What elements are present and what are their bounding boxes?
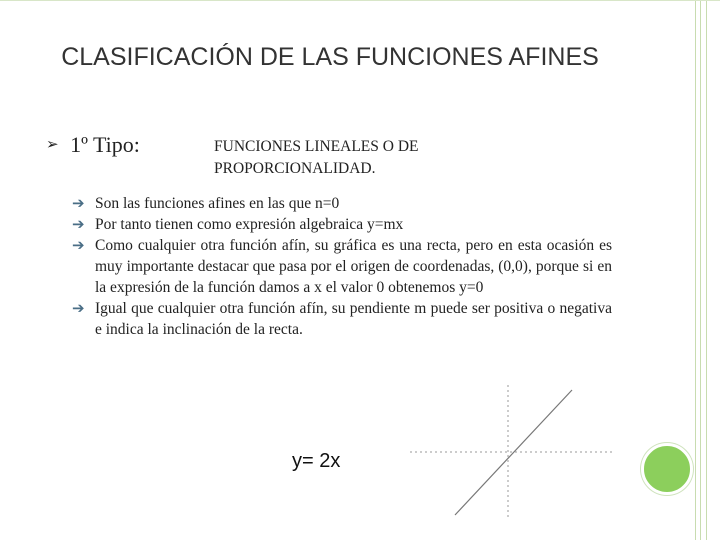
decorative-green-circle: [641, 443, 693, 495]
top-border-line: [0, 0, 720, 1]
arrow-right-icon: ➔: [72, 194, 85, 212]
bullet-text: Como cualquier otra función afín, su gráfica es una recta, pero en esta ocasión es muy importante destacar que pasa por el origen de coordenadas, (0,0), porque si en la expresión de la función damos a x el valor 0 obtenemos y=0: [95, 237, 612, 296]
function-line: [455, 390, 572, 515]
arrowhead-icon: ➢: [46, 137, 59, 153]
arrow-right-icon: ➔: [72, 236, 85, 254]
right-border-line-3: [706, 0, 707, 540]
right-border-line-2: [700, 0, 701, 540]
tipo-description: FUNCIONES LINEALES O DE PROPORCIONALIDAD.: [214, 138, 419, 177]
arrow-right-icon: ➔: [72, 299, 85, 317]
formula-label: y= 2x: [292, 450, 341, 472]
bullet-text: Igual que cualquier otra función afín, su pendiente m puede ser positiva o negativa e indica la inclinación de la recta.: [95, 300, 612, 338]
arrow-right-icon: ➔: [72, 215, 85, 233]
bullet-text: Por tanto tienen como expresión algebraica y=mx: [95, 216, 404, 233]
bullet-list: [72, 193, 612, 340]
list-item: [72, 298, 612, 340]
tipo-heading: [46, 132, 140, 158]
list-item: [72, 214, 612, 235]
slide-title: CLASIFICACIÓN DE LAS FUNCIONES AFINES: [61, 43, 599, 71]
list-item: [72, 235, 612, 298]
bullet-text: Son las funciones afines en las que n=0: [95, 195, 340, 212]
right-border-line-1: [695, 0, 696, 540]
line-graph: [410, 385, 615, 520]
tipo-label: 1º Tipo:: [70, 132, 140, 157]
list-item: [72, 193, 612, 214]
